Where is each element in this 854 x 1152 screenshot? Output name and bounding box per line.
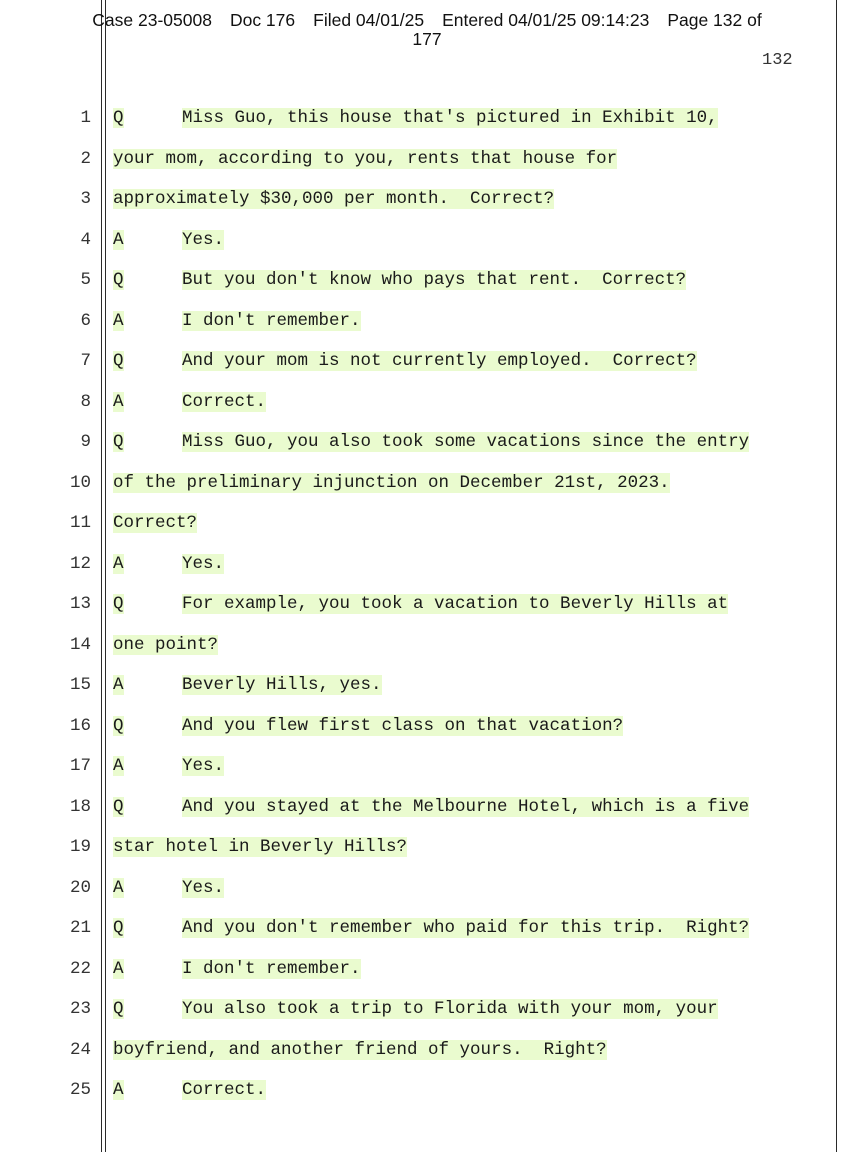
line-number: 11: [69, 513, 91, 533]
speaker-label: A: [113, 756, 124, 776]
transcript-line: [0, 186, 854, 212]
line-number: 16: [69, 715, 91, 736]
speaker-label: Q: [113, 594, 124, 614]
transcript-line: [0, 227, 854, 253]
court-filing-header: [0, 11, 854, 49]
transcript-line: [0, 551, 854, 577]
speaker-label: A: [113, 553, 124, 574]
line-number: 14: [69, 634, 91, 655]
transcript-line: [0, 794, 854, 820]
line-number: 22: [69, 958, 91, 979]
testimony-text: Yes.: [182, 756, 225, 776]
line-number: 15: [69, 675, 91, 695]
testimony-text: Yes.: [182, 229, 225, 250]
testimony-text: Correct.: [182, 391, 267, 412]
testimony-text: Beverly Hills, yes.: [182, 675, 382, 695]
transcript-line: [0, 146, 854, 172]
line-number: 10: [69, 472, 91, 493]
transcript-line: [0, 875, 854, 901]
transcript-line: [0, 1037, 854, 1063]
testimony-text: I don't remember.: [182, 958, 361, 979]
line-number: 18: [69, 796, 91, 817]
testimony-text: Correct?: [113, 513, 198, 533]
filed-date: Filed 04/01/25: [313, 10, 425, 30]
testimony-text: But you don't know who pays that rent. Correct?: [182, 270, 687, 290]
testimony-text: And you stayed at the Melbourne Hotel, which is a five: [182, 796, 750, 817]
transcript-line: [0, 753, 854, 779]
page-of: Page 132 of: [667, 10, 762, 30]
line-number: 2: [80, 148, 91, 169]
transcript-page-number: 132: [762, 51, 793, 70]
speaker-label: A: [113, 958, 124, 979]
transcript-line: [0, 105, 854, 131]
testimony-text: Yes.: [182, 553, 225, 574]
testimony-text: Yes.: [182, 877, 225, 898]
speaker-label: Q: [113, 351, 124, 371]
testimony-text: boyfriend, and another friend of yours. Right?: [113, 1039, 607, 1060]
speaker-label: Q: [113, 918, 124, 938]
speaker-label: A: [113, 675, 124, 695]
transcript-line: [0, 591, 854, 617]
case-number: Case 23-05008: [92, 10, 212, 30]
testimony-text: Correct.: [182, 1080, 267, 1100]
speaker-label: Q: [113, 432, 124, 452]
line-number: 8: [80, 391, 91, 412]
line-number: 4: [80, 229, 91, 250]
transcript-line: [0, 915, 854, 941]
speaker-label: Q: [113, 715, 124, 736]
doc-number: Doc 176: [229, 10, 296, 30]
speaker-label: A: [113, 877, 124, 898]
testimony-text: of the preliminary injunction on December 21st, 2023.: [113, 472, 670, 493]
transcript-line: [0, 348, 854, 374]
line-number: 17: [69, 756, 91, 776]
line-number: 5: [80, 270, 91, 290]
transcript-line: [0, 429, 854, 455]
transcript-line: [0, 834, 854, 860]
transcript-line: [0, 510, 854, 536]
transcript-line: [0, 713, 854, 739]
speaker-label: Q: [113, 796, 124, 817]
testimony-text: Miss Guo, you also took some vacations since the entry: [182, 432, 750, 452]
speaker-label: A: [113, 1080, 124, 1100]
testimony-text: I don't remember.: [182, 310, 361, 331]
speaker-label: Q: [113, 999, 124, 1019]
transcript-line: [0, 308, 854, 334]
transcript-line: [0, 470, 854, 496]
testimony-text: For example, you took a vacation to Beverly Hills at: [182, 594, 729, 614]
speaker-label: A: [113, 229, 124, 250]
line-number: 9: [80, 432, 91, 452]
testimony-text: Miss Guo, this house that's pictured in Exhibit 10,: [182, 108, 718, 128]
testimony-text: star hotel in Beverly Hills?: [113, 837, 408, 857]
testimony-text: your mom, according to you, rents that house for: [113, 148, 618, 169]
line-number: 12: [69, 553, 91, 574]
transcript-line: [0, 1077, 854, 1103]
transcript-line: [0, 389, 854, 415]
transcript-line: [0, 672, 854, 698]
line-number: 25: [69, 1080, 91, 1100]
speaker-label: Q: [113, 270, 124, 290]
transcript-line: [0, 956, 854, 982]
line-number: 21: [69, 918, 91, 938]
line-number: 19: [69, 837, 91, 857]
testimony-text: And you don't remember who paid for this trip. Right?: [182, 918, 750, 938]
line-number: 23: [69, 999, 91, 1019]
line-number: 7: [80, 351, 91, 371]
speaker-label: A: [113, 391, 124, 412]
testimony-text: And you flew first class on that vacation?: [182, 715, 624, 736]
speaker-label: A: [113, 310, 124, 331]
transcript-line: [0, 267, 854, 293]
line-number: 24: [69, 1039, 91, 1060]
transcript-line: [0, 632, 854, 658]
transcript-line: [0, 996, 854, 1022]
testimony-text: approximately $30,000 per month. Correct?: [113, 189, 555, 209]
line-number: 13: [69, 594, 91, 614]
testimony-text: You also took a trip to Florida with your mom, your: [182, 999, 718, 1019]
line-number: 1: [80, 108, 91, 128]
testimony-text: one point?: [113, 634, 219, 655]
testimony-text: And your mom is not currently employed. Correct?: [182, 351, 697, 371]
line-number: 20: [69, 877, 91, 898]
line-number: 6: [80, 310, 91, 331]
entered-date: Entered 04/01/25 09:14:23: [442, 10, 650, 30]
page-total: 177: [412, 29, 442, 49]
speaker-label: Q: [113, 108, 124, 128]
line-number: 3: [80, 189, 91, 209]
